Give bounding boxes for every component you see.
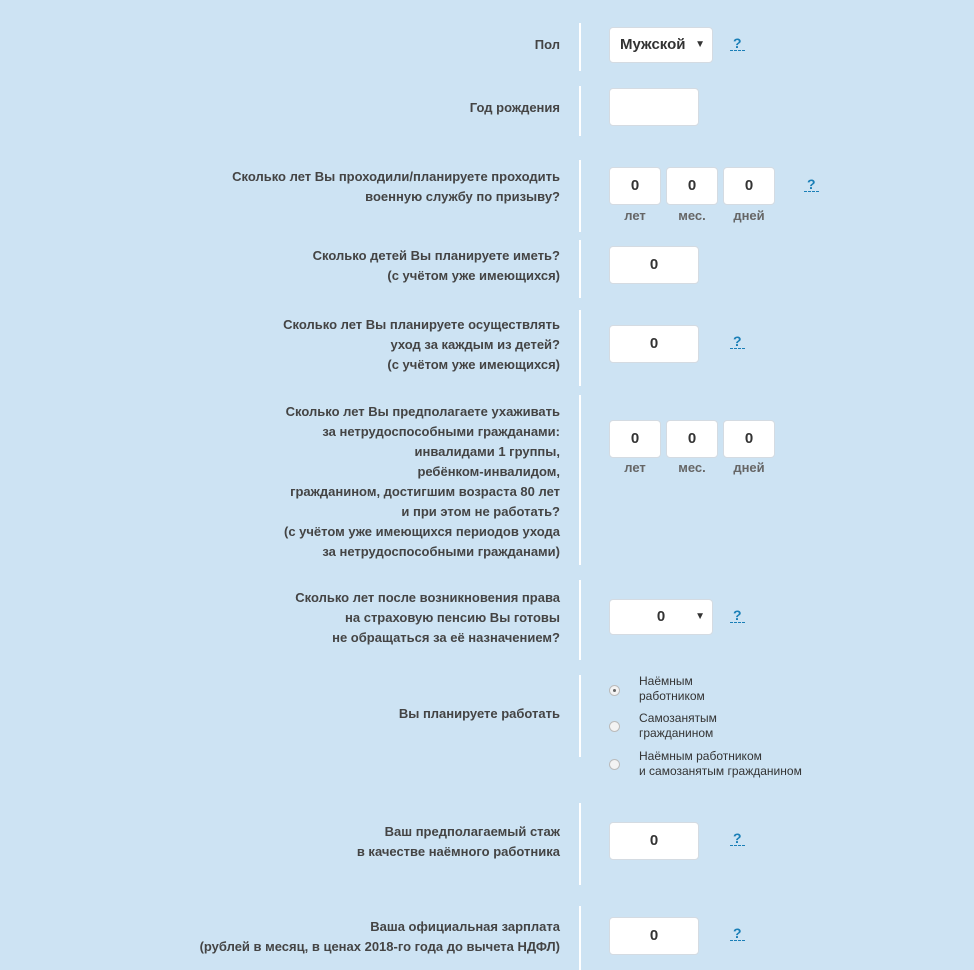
military-help-icon[interactable]: ?	[804, 177, 819, 192]
gender-row	[0, 0, 974, 80]
work-option-employee-radio[interactable]	[609, 685, 620, 696]
divider	[579, 580, 581, 660]
children-label: Сколько детей Вы планируете иметь? (с учётом уже имеющихся)	[312, 248, 560, 283]
disabled-care-years-input[interactable]: 0	[609, 420, 661, 458]
work-option-selfemployed-radio[interactable]	[609, 721, 620, 732]
birth-year-input[interactable]	[609, 88, 699, 126]
military-months-input[interactable]: 0	[666, 167, 718, 205]
child-care-label: Сколько лет Вы планируете осуществлять уход за каждым из детей? (с учётом уже имеющихся)	[283, 317, 560, 372]
deferral-select[interactable]	[609, 599, 713, 635]
birth-year-label: Год рождения	[469, 100, 560, 115]
work-row	[0, 670, 974, 785]
experience-input[interactable]: 0	[609, 822, 699, 860]
disabled-care-days-input[interactable]: 0	[723, 420, 775, 458]
divider	[579, 23, 581, 71]
gender-select-value: Мужской	[620, 36, 686, 53]
children-row	[0, 238, 974, 304]
birth-year-row	[0, 80, 974, 148]
divider	[579, 310, 581, 386]
experience-row	[0, 800, 974, 895]
military-years-input[interactable]: 0	[609, 167, 661, 205]
children-input[interactable]: 0	[609, 246, 699, 284]
deferral-label: Сколько лет после возникновения права на страховую пенсию Вы готовы не обращаться за её назначением?	[295, 590, 560, 645]
salary-row	[0, 900, 974, 970]
salary-label: Ваша официальная зарплата (рублей в месяц, в ценах 2018-го года до вычета НДФЛ)	[199, 919, 560, 954]
work-label: Вы планируете работать	[398, 706, 560, 721]
divider	[579, 240, 581, 298]
unit-days: дней	[733, 208, 765, 223]
divider	[579, 395, 581, 565]
deferral-row	[0, 578, 974, 663]
disabled-care-months-input[interactable]: 0	[666, 420, 718, 458]
chevron-down-icon: ▼	[695, 39, 705, 50]
experience-help-icon[interactable]: ?	[730, 831, 745, 846]
gender-help-icon[interactable]: ?	[730, 36, 745, 51]
unit-years: лет	[624, 208, 646, 223]
child-care-help-icon[interactable]: ?	[730, 334, 745, 349]
disabled-care-row	[0, 393, 974, 573]
divider	[579, 86, 581, 136]
work-option-both-label[interactable]: Наёмным работником и самозанятым гражданином	[639, 749, 802, 778]
military-days-input[interactable]: 0	[723, 167, 775, 205]
divider	[579, 906, 581, 970]
salary-input[interactable]: 0	[609, 917, 699, 955]
divider	[579, 803, 581, 885]
chevron-down-icon: ▼	[695, 611, 705, 622]
work-option-selfemployed-label[interactable]: Самозанятым гражданином	[639, 711, 717, 740]
disabled-care-label: Сколько лет Вы предполагаете ухаживать за нетрудоспособными гражданами: инвалидами 1 группы, ребёнком-инвалидом, гражданином, достигшим возраста 80 лет и при этом не работать? (с учётом уже имеющихся периодов ухода за нетрудоспособными гражданами)	[283, 404, 560, 559]
military-row	[0, 155, 974, 235]
unit-months: мес.	[678, 460, 706, 475]
gender-label: Пол	[534, 37, 560, 52]
deferral-select-value: 0	[656, 608, 666, 625]
salary-help-icon[interactable]: ?	[730, 926, 745, 941]
unit-years: лет	[624, 460, 646, 475]
child-care-row	[0, 308, 974, 388]
divider	[579, 160, 581, 232]
deferral-help-icon[interactable]: ?	[730, 608, 745, 623]
experience-label: Ваш предполагаемый стаж в качестве наёмного работника	[356, 824, 560, 859]
military-label: Сколько лет Вы проходили/планируете проходить военную службу по призыву?	[232, 169, 560, 204]
work-option-both-radio[interactable]	[609, 759, 620, 770]
work-option-employee-label[interactable]: Наёмным работником	[639, 674, 705, 703]
unit-months: мес.	[678, 208, 706, 223]
child-care-input[interactable]: 0	[609, 325, 699, 363]
gender-select[interactable]	[609, 27, 713, 63]
unit-days: дней	[733, 460, 765, 475]
divider	[579, 675, 581, 757]
